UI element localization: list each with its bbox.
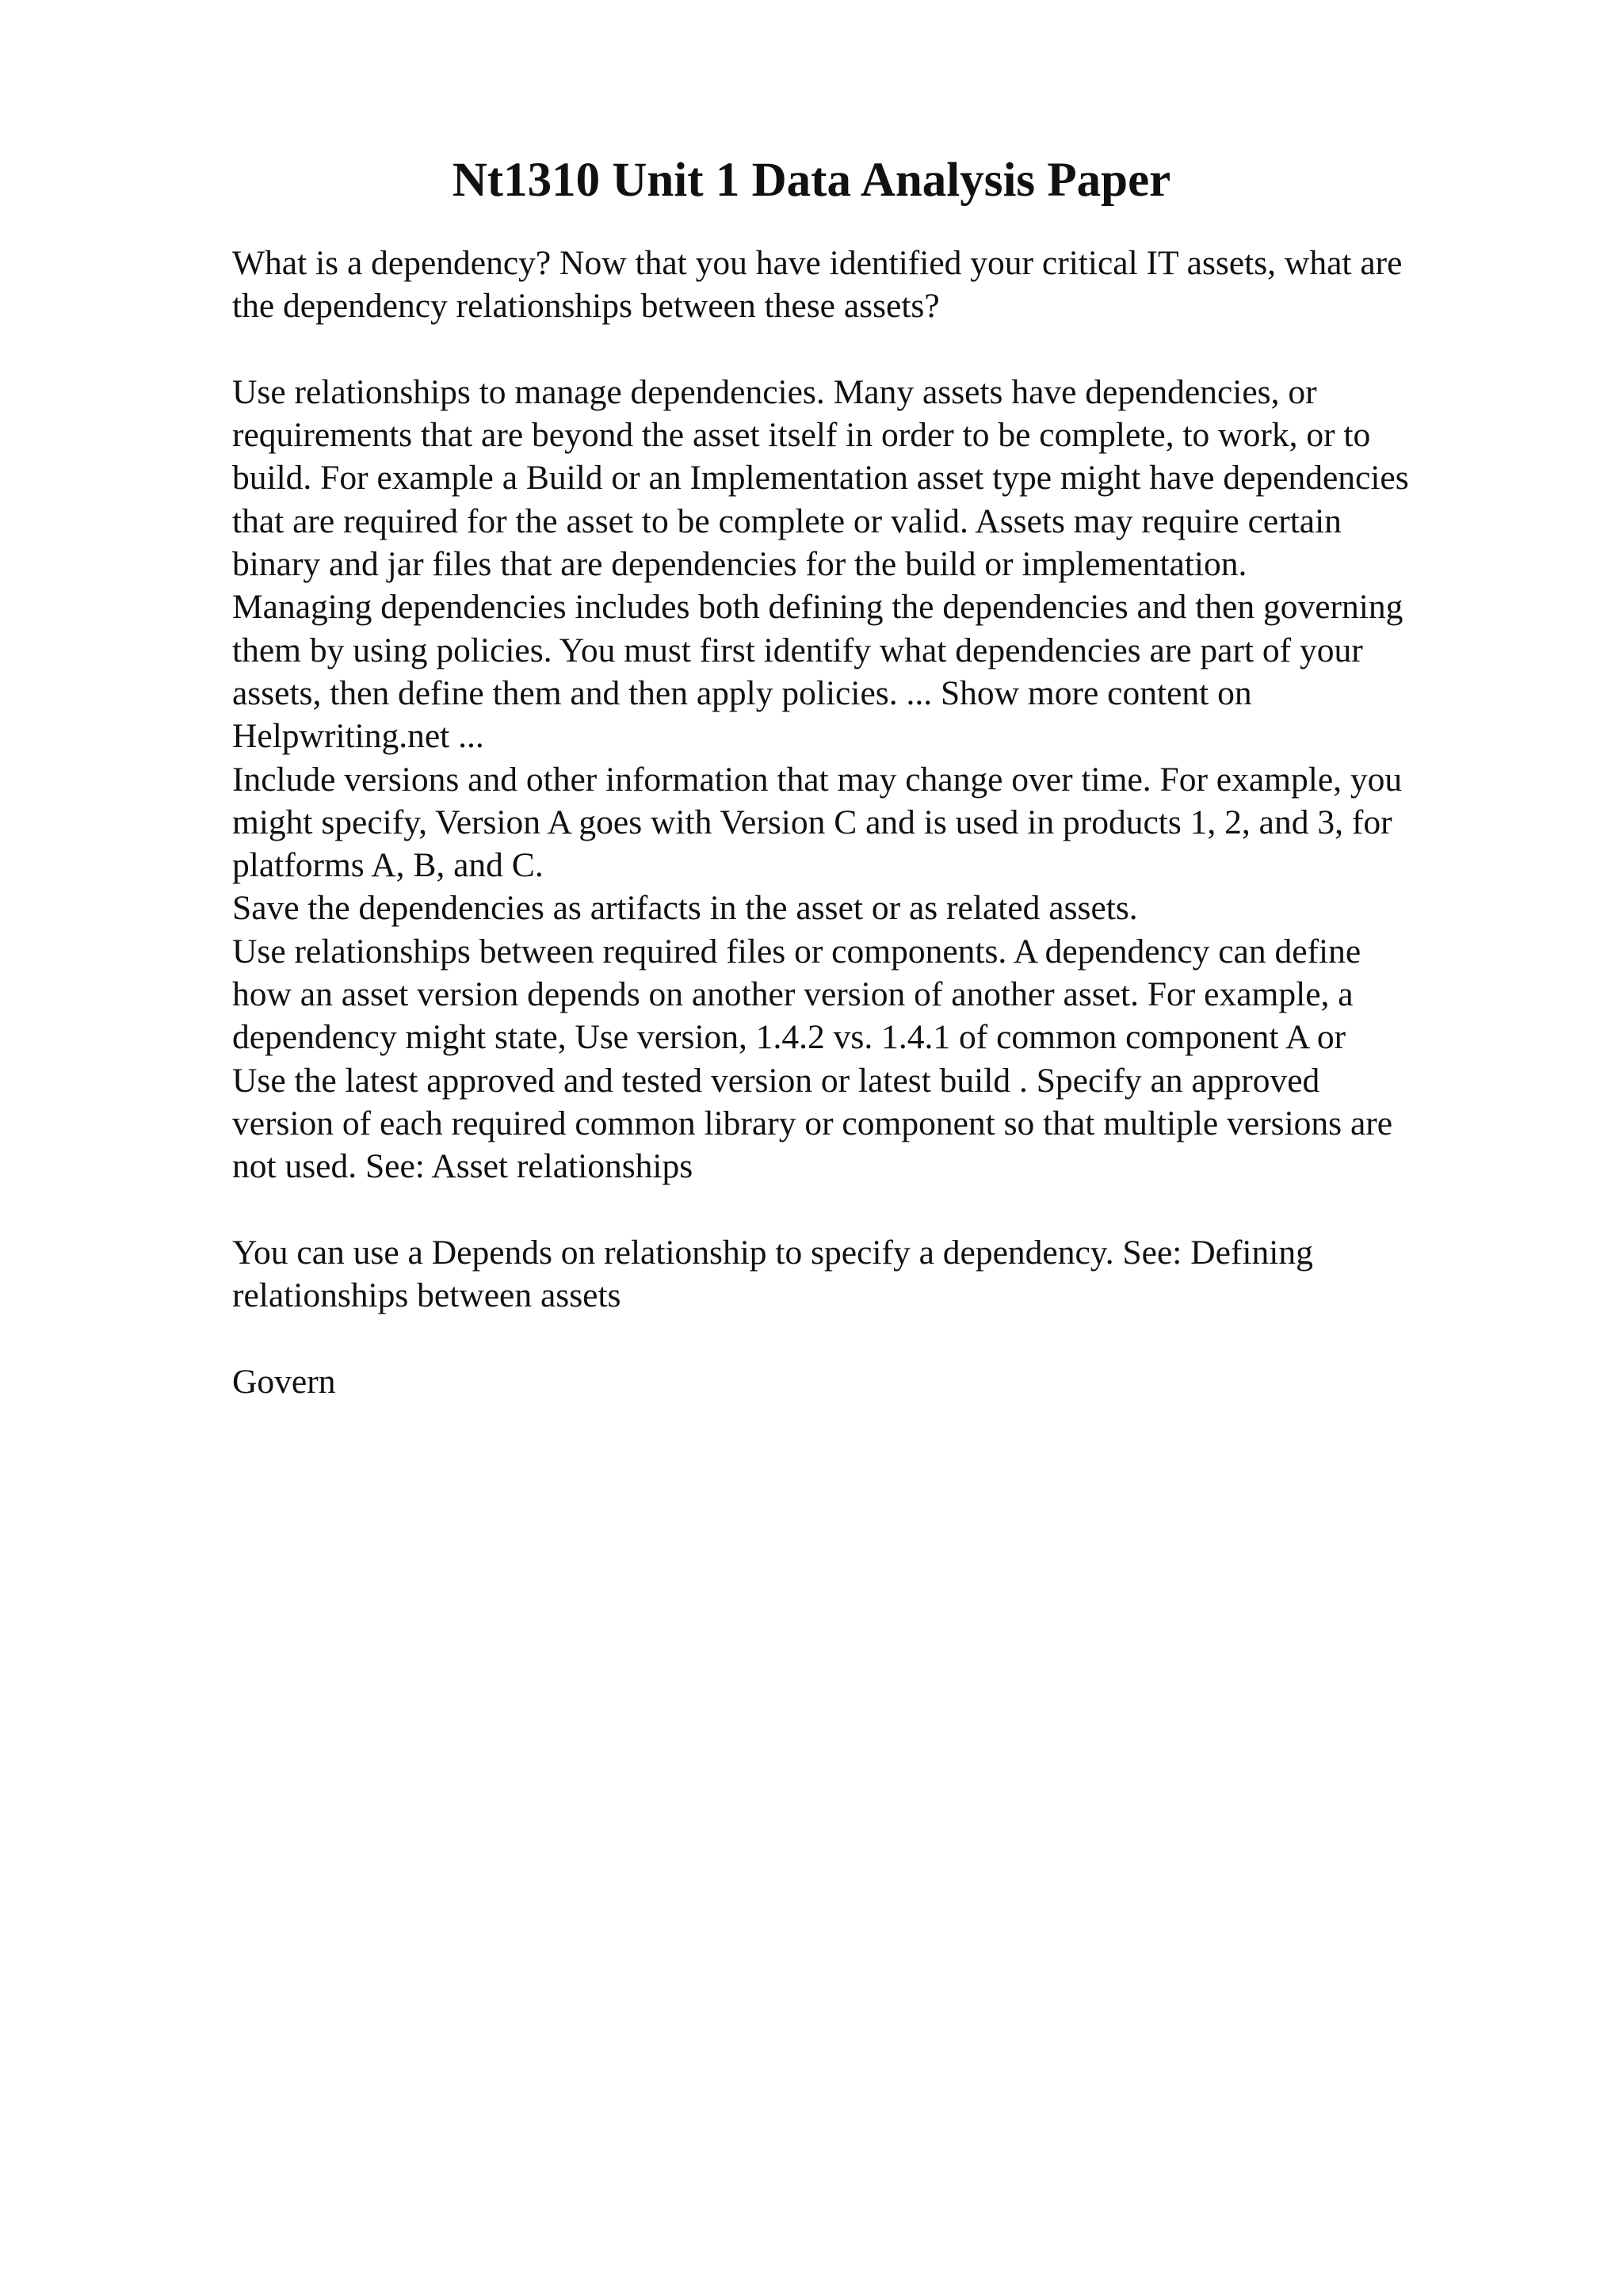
paragraph-gap xyxy=(232,328,1516,371)
text-line: Include versions and other information that may change over time. For example, you xyxy=(232,760,1403,799)
paragraph-gap xyxy=(232,1317,1516,1360)
text-line: Use the latest approved and tested version or latest build . Specify an approved xyxy=(232,1061,1320,1100)
text-line: Govern xyxy=(232,1362,336,1401)
paragraph-gap xyxy=(232,1188,1516,1231)
text-line: not used. See: Asset relationships xyxy=(232,1147,693,1186)
text-line: Helpwriting.net ... xyxy=(232,717,484,756)
paragraph-1 xyxy=(232,242,1516,328)
text-line: Managing dependencies includes both defining the dependencies and then governing xyxy=(232,588,1403,627)
text-line: the dependency relationships between these assets? xyxy=(232,287,940,326)
text-line: assets, then define them and then apply policies. ... Show more content on xyxy=(232,673,1252,712)
text-line: Save the dependencies as artifacts in the asset or as related assets. xyxy=(232,889,1138,928)
text-line: dependency might state, Use version, 1.4.2 vs. 1.4.1 of common component A or xyxy=(232,1018,1346,1057)
text-line: requirements that are beyond the asset itself in order to be complete, to work, or to xyxy=(232,416,1371,455)
document-title: Nt1310 Unit 1 Data Analysis Paper xyxy=(452,154,1171,207)
text-line: relationships between assets xyxy=(232,1276,621,1315)
text-line: build. For example a Build or an Implementation asset type might have dependencies xyxy=(232,459,1409,498)
paragraph-2 xyxy=(232,371,1516,1188)
text-line: Use relationships between required files or components. A dependency can define xyxy=(232,932,1361,971)
document-body xyxy=(232,242,1516,1403)
paragraph-4 xyxy=(232,1360,1516,1403)
text-line: Use relationships to manage dependencies. Many assets have dependencies, or xyxy=(232,372,1317,411)
text-line: platforms A, B, and C. xyxy=(232,846,544,885)
text-line: how an asset version depends on another version of another asset. For example, a xyxy=(232,975,1354,1014)
text-line: What is a dependency? Now that you have identified your critical IT assets, what are xyxy=(232,244,1403,282)
text-line: them by using policies. You must first identify what dependencies are part of your xyxy=(232,631,1363,669)
paragraph-3 xyxy=(232,1231,1516,1318)
text-line: You can use a Depends on relationship to specify a dependency. See: Defining xyxy=(232,1233,1313,1272)
text-line: might specify, Version A goes with Version C and is used in products 1, 2, and 3, for xyxy=(232,803,1392,841)
text-line: version of each required common library or component so that multiple versions are xyxy=(232,1104,1393,1142)
text-line: that are required for the asset to be complete or valid. Assets may require certain xyxy=(232,502,1342,540)
text-line: binary and jar files that are dependencies for the build or implementation. xyxy=(232,545,1247,584)
